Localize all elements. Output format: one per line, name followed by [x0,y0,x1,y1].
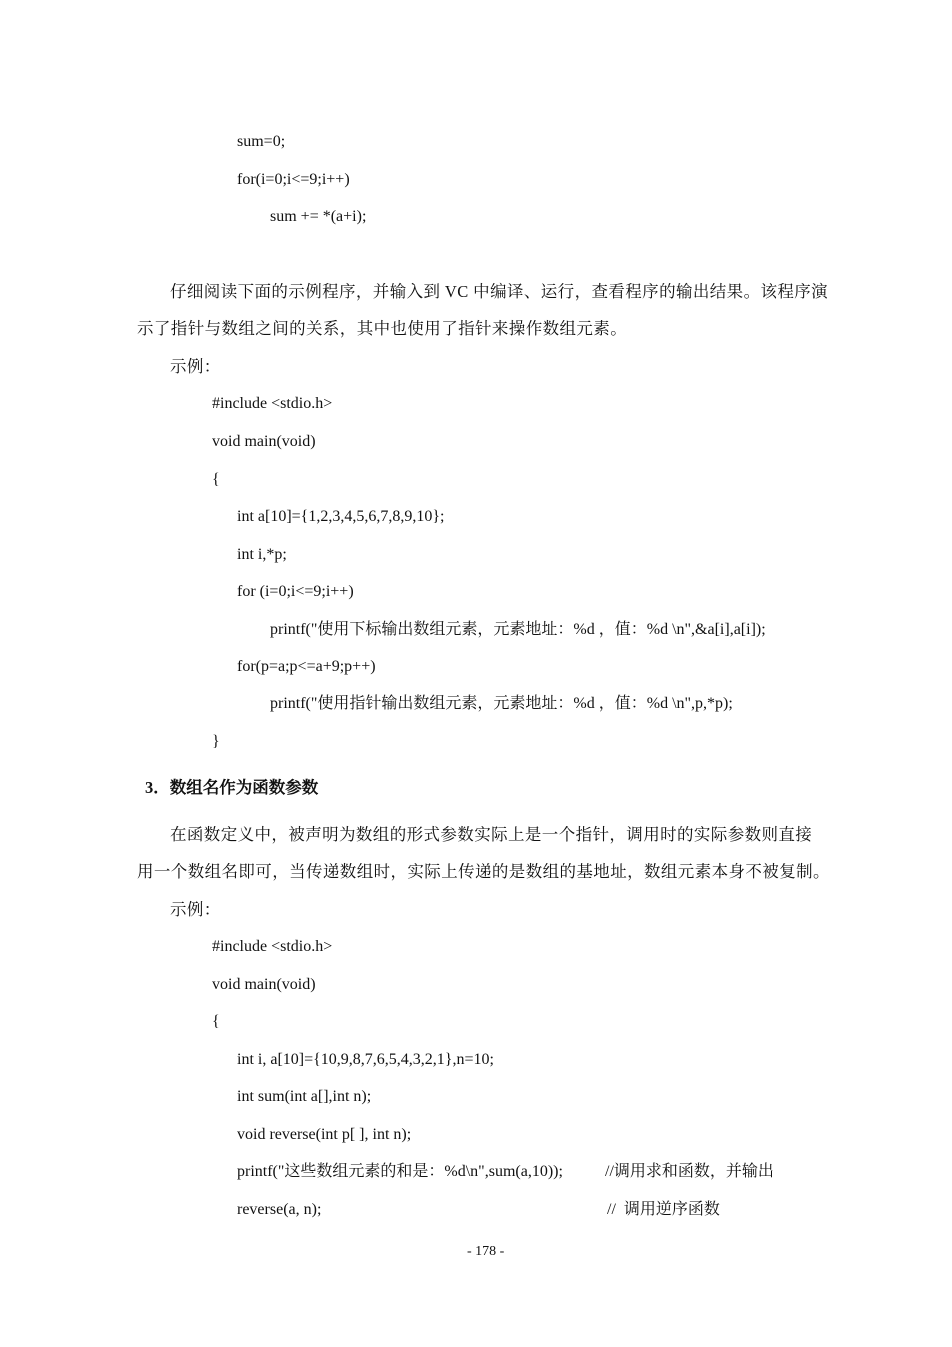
code-line: int i,*p; [237,546,287,563]
code-line: for(p=a;p<=a+9;p++) [237,658,376,675]
code-line: for(i=0;i<=9;i++) [237,171,350,188]
page-number: - 178 - [467,1244,505,1259]
code-line: void reverse(int p[ ], int n); [237,1126,412,1143]
code-line: sum += *(a+i); [270,208,367,225]
paragraph-line: 在函数定义中，被声明为数组的形式参数实际上是一个指针，调用时的实际参数则直接 [170,825,813,844]
example-label: 示例： [170,900,221,919]
code-line: sum=0; [237,133,286,150]
code-comment: //调用求和函数，并输出 [605,1163,774,1180]
code-line: reverse(a, n); [237,1201,322,1218]
paragraph-line: 仔细阅读下面的示例程序，并输入到 VC 中编译、运行，查看程序的输出结果。该程序演 [170,282,829,301]
code-line: void main(void) [212,976,316,993]
code-line: { [212,1013,220,1030]
example-label: 示例： [170,357,221,376]
code-line: int sum(int a[],int n); [237,1088,372,1105]
code-line: void main(void) [212,433,316,450]
code-line: { [212,471,220,488]
code-line: #include <stdio.h> [212,938,333,955]
paragraph-line: 用一个数组名即可，当传递数组时，实际上传递的是数组的基地址，数组元素本身不被复制。 [137,862,830,881]
code-line: printf("使用指针输出数组元素，元素地址：%d ，值：%d \n",p,*p); [270,695,733,712]
code-line: printf("这些数组元素的和是：%d\n",sum(a,10)); [237,1163,563,1180]
code-line: int a[10]={1,2,3,4,5,6,7,8,9,10}; [237,508,445,525]
code-line: #include <stdio.h> [212,395,333,412]
code-comment: // 调用逆序函数 [607,1201,720,1218]
code-line: int i, a[10]={10,9,8,7,6,5,4,3,2,1},n=10; [237,1051,494,1068]
code-line: } [212,733,220,750]
code-line: printf("使用下标输出数组元素，元素地址：%d ，值：%d \n",&a[i],a[i]); [270,621,766,638]
code-line: for (i=0;i<=9;i++) [237,583,354,600]
section-heading: 3．数组名作为函数参数 [145,778,319,797]
paragraph-line: 示了指针与数组之间的关系，其中也使用了指针来操作数组元素。 [137,319,628,338]
